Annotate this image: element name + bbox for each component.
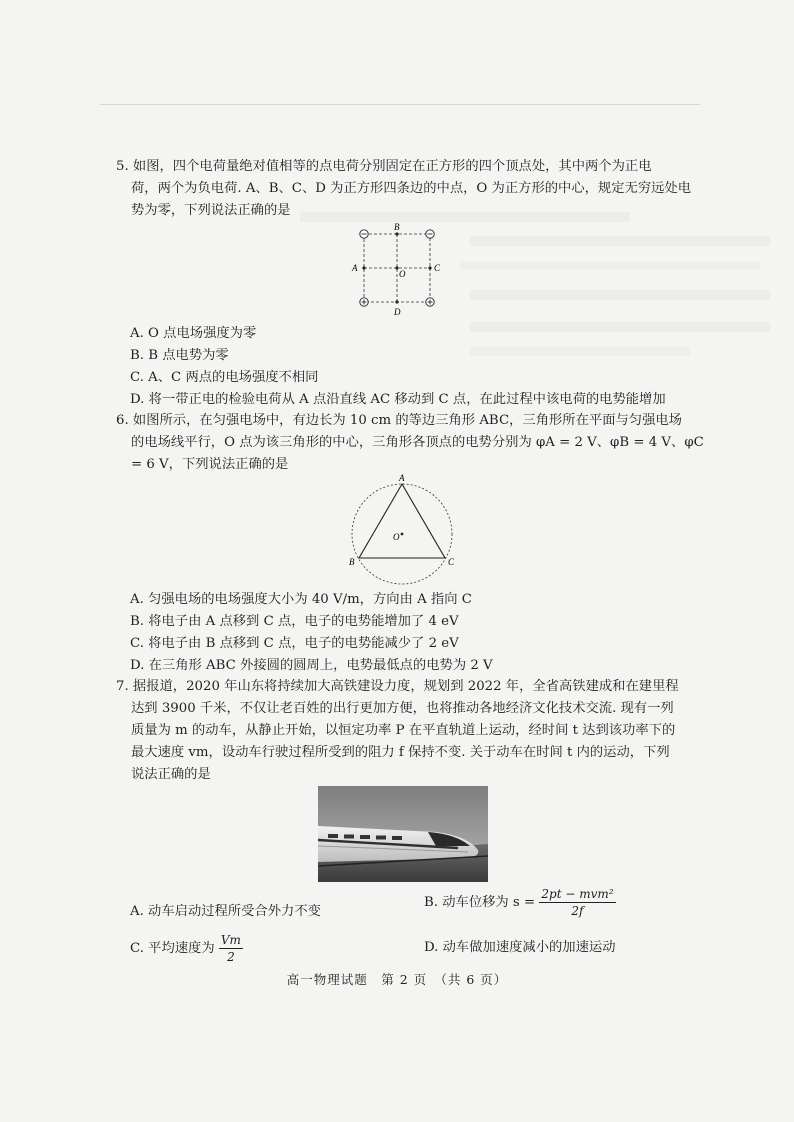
- question-6-line: 的电场线平行，O 点为该三角形的中心，三角形各顶点的电势分别为 φA = 2 V、φB = 4 V、φC: [131, 435, 704, 450]
- vertex-a-label: A: [399, 473, 405, 483]
- fraction-numerator: Vm: [220, 933, 241, 947]
- high-speed-train-photo: [318, 786, 488, 882]
- page-footer: 高一物理试题 第 2 页 （共 6 页）: [286, 972, 508, 987]
- question-5-option-a: A. O 点电场强度为零: [130, 326, 257, 341]
- question-7-option-a: A. 动车启动过程所受合外力不变: [130, 904, 321, 919]
- question-5-option-b: B. B 点电势为零: [130, 348, 229, 363]
- negative-charge-top-left: [360, 230, 368, 238]
- question-6-option-a: A. 匀强电场的电场强度大小为 40 V/m，方向由 A 指向 C: [130, 592, 472, 607]
- point-d-dot: [395, 300, 398, 303]
- bleed-through-mark: [470, 346, 690, 356]
- question-7-line: 质量为 m 的动车，从静止开始，以恒定功率 P 在平直轨道上运动，经时间 t 达到该功率下的: [131, 723, 676, 738]
- question-6-line: = 6 V，下列说法正确的是: [131, 457, 289, 472]
- question-7-stem: [116, 676, 679, 786]
- question-7-line: 最大速度 vm，设动车行驶过程所受到的阻力 f 保持不变. 关于动车在时间 t 内的运动，下列: [131, 745, 670, 760]
- vertex-c-label: C: [448, 557, 455, 567]
- question-7-line: 说法正确的是: [131, 767, 211, 782]
- question-6-line: 6. 如图所示，在匀强电场中，有边长为 10 cm 的等边三角形 ABC，三角形所在平面与匀强电场: [116, 413, 682, 428]
- square-charges-diagram: [344, 222, 454, 322]
- question-7-option-c: [130, 932, 243, 965]
- bleed-through-mark: [470, 236, 770, 246]
- bleed-through-mark: [460, 262, 760, 270]
- vertex-b-label: B: [349, 557, 355, 567]
- label-d: D: [394, 307, 401, 317]
- point-c-dot: [428, 266, 431, 269]
- option-b-prefix: B. 动车位移为 s =: [424, 895, 536, 910]
- bleed-through-mark: [470, 290, 770, 300]
- positive-charge-bottom-right: [426, 298, 434, 306]
- option-c-prefix: C. 平均速度为: [130, 941, 215, 956]
- question-5-line: 荷，两个为负电荷. A、B、C、D 为正方形四条边的中点，O 为正方形的中心，规定无穷远处电: [131, 181, 691, 196]
- point-b-dot: [395, 232, 398, 235]
- average-velocity-fraction: [219, 932, 243, 965]
- positive-charge-bottom-left: [360, 298, 368, 306]
- question-7-line: 7. 据报道，2020 年山东将持续加大高铁建设力度，规划到 2022 年，全省高铁建成和在建里程: [116, 679, 679, 694]
- question-5-line: 5. 如图，四个电荷量绝对值相等的点电荷分别固定在正方形的四个顶点处，其中两个为正电: [116, 159, 652, 174]
- label-b: B: [394, 222, 400, 232]
- question-6-option-d: D. 在三角形 ABC 外接圆的圆周上，电势最低点的电势为 2 V: [130, 658, 493, 673]
- center-o-label: O: [393, 532, 400, 542]
- question-5-option-c: C. A、C 两点的电场强度不相同: [130, 370, 319, 385]
- bleed-through-mark: [470, 322, 770, 332]
- fraction-denominator: 2: [227, 950, 235, 964]
- question-6-stem: [116, 410, 704, 476]
- question-5-option-d: D. 将一带正电的检验电荷从 A 点沿直线 AC 移动到 C 点，在此过程中该电荷的电势能增加: [130, 392, 666, 407]
- fraction-denominator: 2f: [571, 904, 584, 918]
- label-o: O: [399, 269, 406, 279]
- question-7-line: 达到 3900 千米，不仅让老百姓的出行更加方便，也将推动各地经济文化技术交流. 现有一列: [131, 701, 674, 716]
- point-a-dot: [362, 266, 365, 269]
- fraction-numerator: 2pt − mvm²: [541, 887, 614, 901]
- center-o-dot: [401, 533, 404, 536]
- triangle-in-circle-diagram: [340, 472, 470, 588]
- question-5-stem: [116, 156, 691, 222]
- question-7-option-d: D. 动车做加速度减小的加速运动: [424, 940, 616, 955]
- label-c: C: [434, 263, 441, 273]
- question-7-option-b: [424, 886, 616, 919]
- label-a: A: [352, 263, 358, 273]
- displacement-fraction: [539, 886, 615, 919]
- question-6-option-b: B. 将电子由 A 点移到 C 点，电子的电势能增加了 4 eV: [130, 614, 459, 629]
- question-6-option-c: C. 将电子由 B 点移到 C 点，电子的电势能减少了 2 eV: [130, 636, 459, 651]
- negative-charge-top-right: [426, 230, 434, 238]
- question-5-line: 势为零，下列说法正确的是: [131, 203, 291, 218]
- top-divider: [100, 104, 700, 105]
